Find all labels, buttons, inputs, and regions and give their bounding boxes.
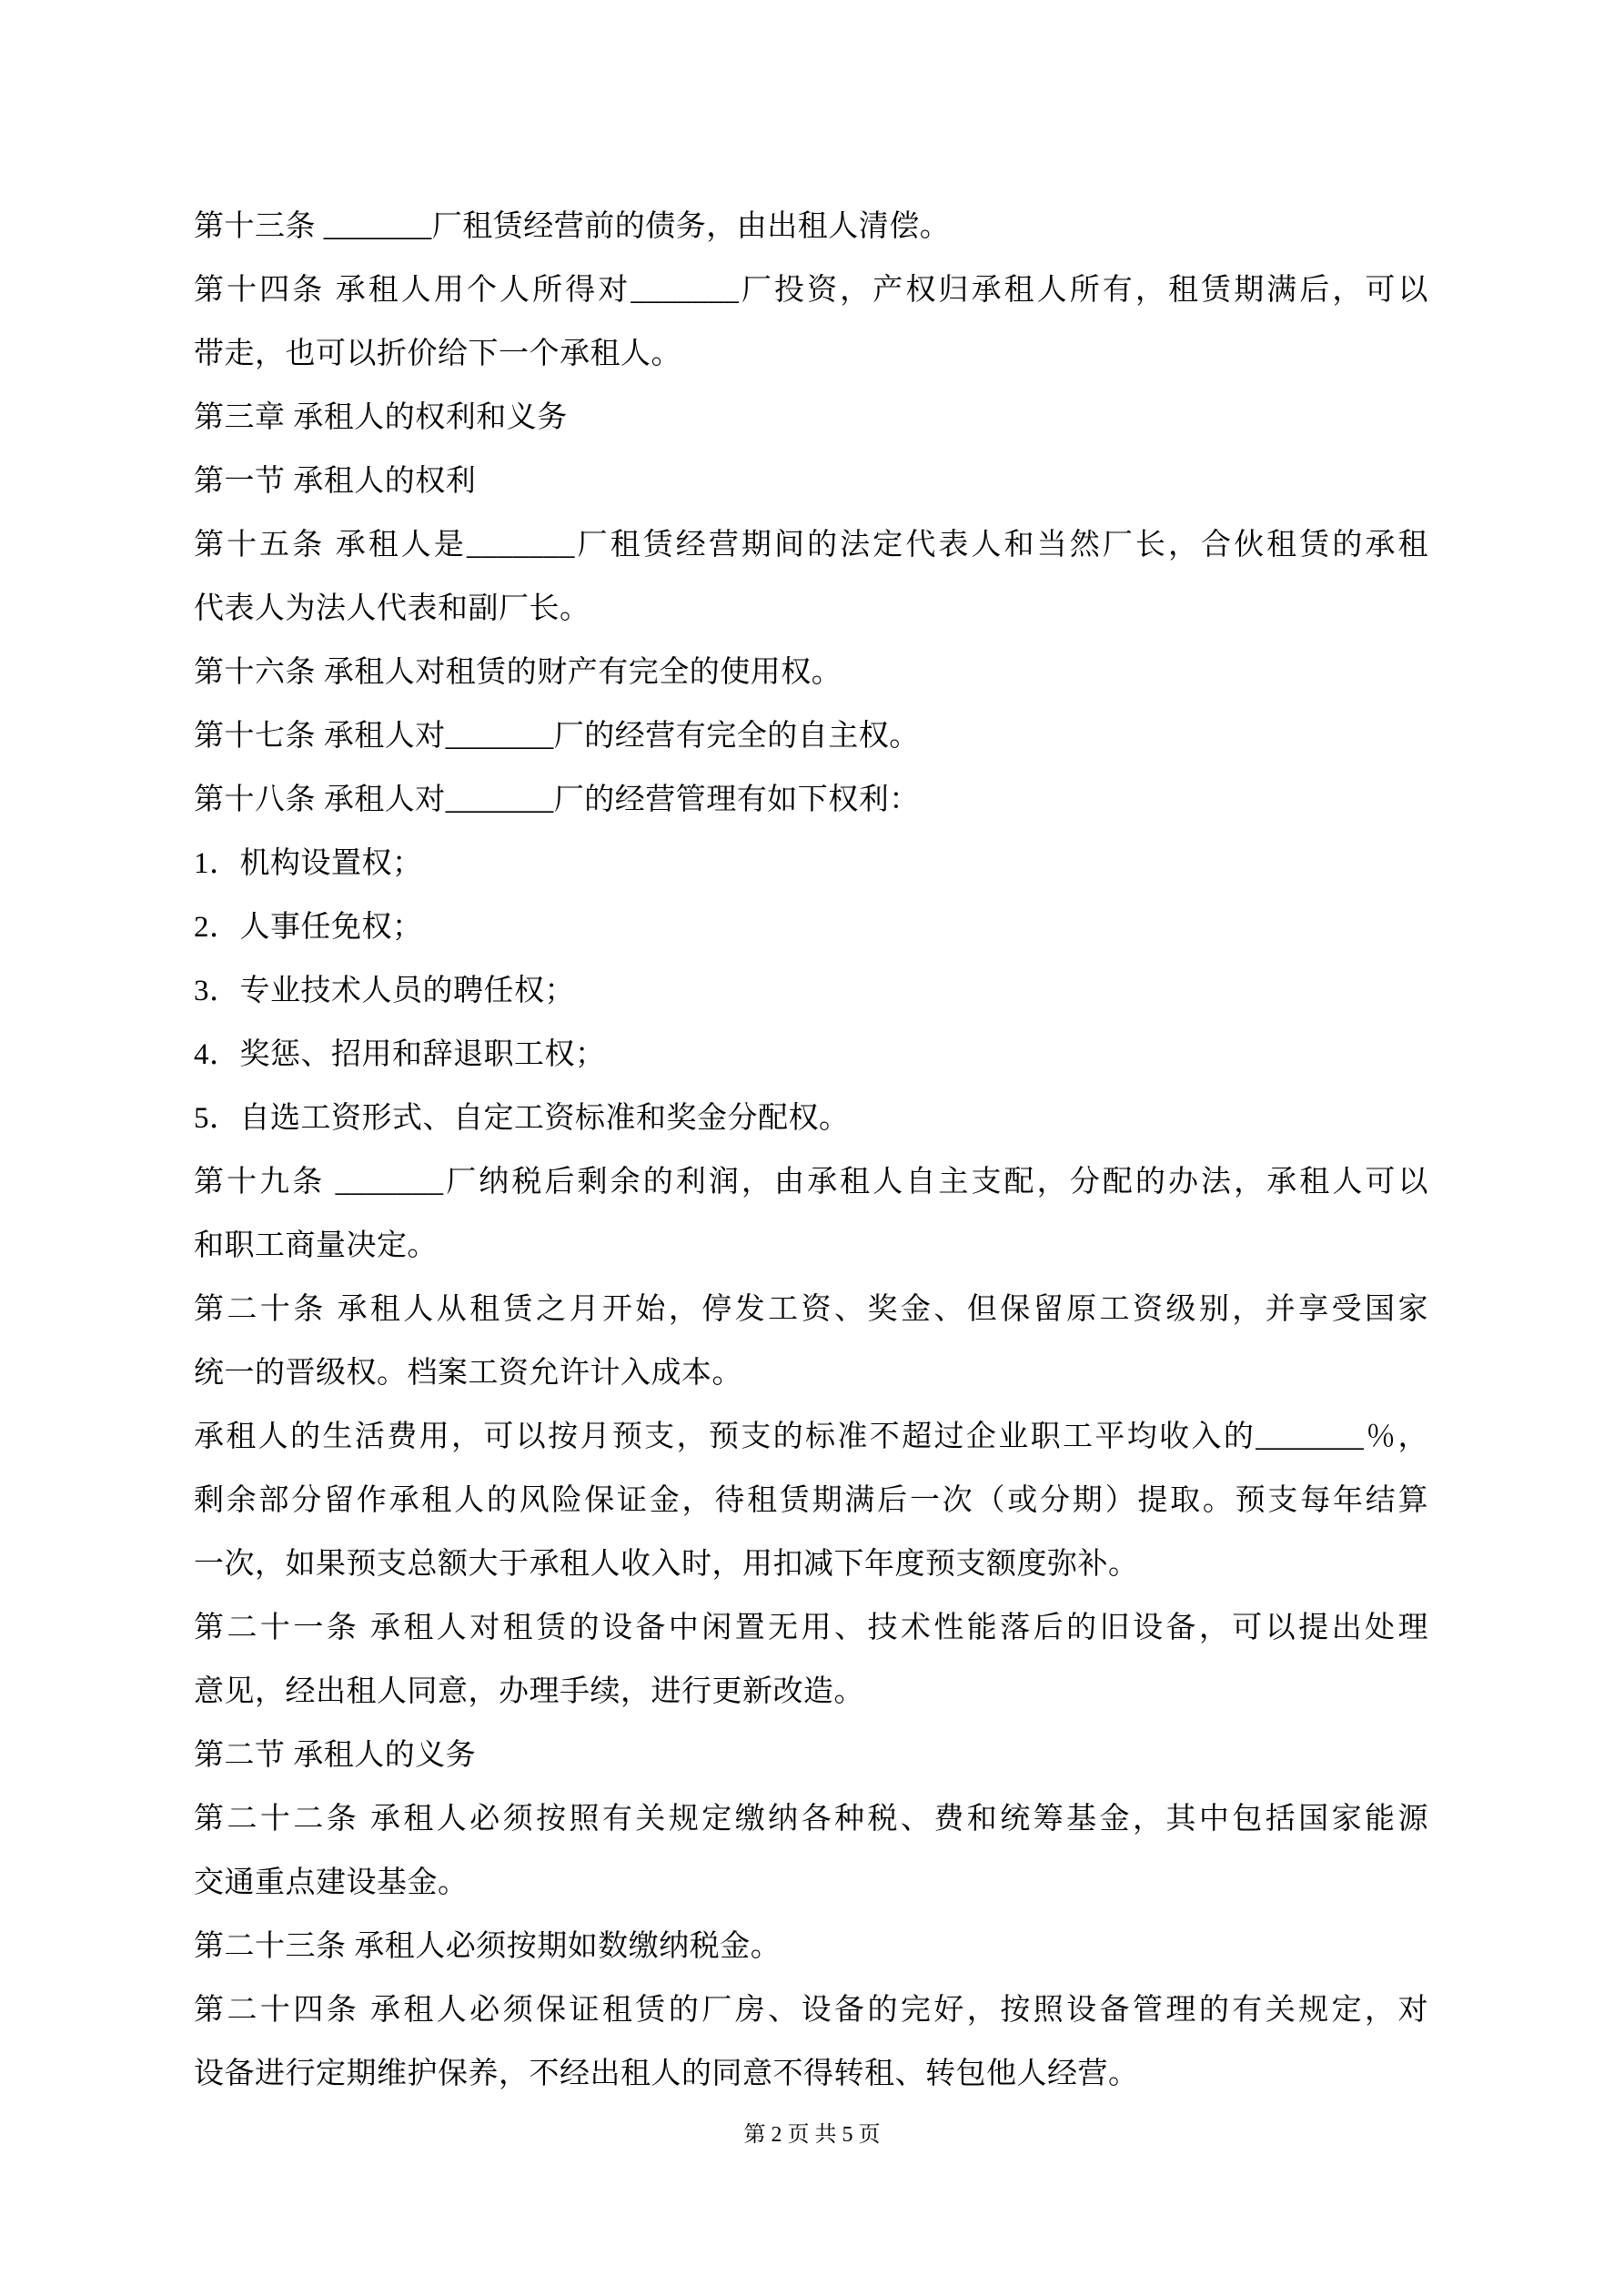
text-line: 剩余部分留作承租人的风险保证金，待租赁期满后一次（或分期）提取。预支每年结算 bbox=[194, 1484, 1428, 1517]
text-line: 第一节 承租人的权利 bbox=[194, 465, 477, 498]
text-line: 一次，如果预支总额大于承租人收入时，用扣减下年度预支额度弥补。 bbox=[194, 1548, 1139, 1581]
page-footer: 第 2 页 共 5 页 bbox=[743, 2123, 881, 2147]
text-line: 5．自选工资形式、自定工资标准和奖金分配权。 bbox=[194, 1102, 850, 1135]
text-line: 第二十一条 承租人对租赁的设备中闲置无用、技术性能落后的旧设备，可以提出处理 bbox=[194, 1612, 1428, 1644]
text-line: 第二十四条 承租人必须保证租赁的厂房、设备的完好，按照设备管理的有关规定，对 bbox=[194, 1994, 1428, 2027]
text-line: 第十五条 承租人是_______厂租赁经营期间的法定代表人和当然厂长，合伙租赁的承租 bbox=[194, 529, 1428, 561]
text-line: 第十六条 承租人对租赁的财产有完全的使用权。 bbox=[194, 656, 842, 689]
text-line: 第二十条 承租人从租赁之月开始，停发工资、奖金、但保留原工资级别，并享受国家 bbox=[194, 1293, 1428, 1326]
text-line: 1．机构设置权； bbox=[194, 847, 423, 880]
text-line: 第二十三条 承租人必须按期如数缴纳税金。 bbox=[194, 1930, 782, 1963]
text-line: 承租人的生活费用，可以按月预支，预支的标准不超过企业职工平均收入的_______％， bbox=[194, 1421, 1428, 1453]
contract-body bbox=[194, 195, 1428, 2106]
text-line: 3．专业技术人员的聘任权； bbox=[194, 975, 575, 1007]
text-line: 4．奖惩、招用和辞退职工权； bbox=[194, 1038, 606, 1071]
text-line: 第三章 承租人的权利和义务 bbox=[194, 401, 568, 434]
text-line: 第二节 承租人的义务 bbox=[194, 1739, 477, 1772]
text-line: 和职工商量决定。 bbox=[194, 1229, 438, 1262]
text-line: 2．人事任免权； bbox=[194, 911, 423, 944]
text-line: 交通重点建设基金。 bbox=[194, 1866, 469, 1899]
text-line: 第十九条 _______厂纳税后剩余的利润，由承租人自主支配，分配的办法，承租人可以 bbox=[194, 1166, 1428, 1199]
text-line: 带走，也可以折价给下一个承租人。 bbox=[194, 338, 681, 370]
text-line: 第十四条 承租人用个人所得对_______厂投资，产权归承租人所有，租赁期满后，可以 bbox=[194, 274, 1428, 307]
text-line: 设备进行定期维护保养，不经出租人的同意不得转租、转包他人经营。 bbox=[194, 2058, 1139, 2090]
text-line: 统一的晋级权。档案工资允许计入成本。 bbox=[194, 1357, 742, 1390]
text-line: 第十八条 承租人对_______厂的经营管理有如下权利： bbox=[194, 784, 920, 816]
text-line: 第十三条 _______厂租赁经营前的债务，由出租人清偿。 bbox=[194, 210, 951, 243]
text-line: 第十七条 承租人对_______厂的经营有完全的自主权。 bbox=[194, 720, 920, 753]
text-line: 意见，经出租人同意，办理手续，进行更新改造。 bbox=[194, 1675, 864, 1708]
text-line: 第二十二条 承租人必须按照有关规定缴纳各种税、费和统筹基金，其中包括国家能源 bbox=[194, 1803, 1428, 1836]
text-line: 代表人为法人代表和副厂长。 bbox=[194, 592, 590, 625]
